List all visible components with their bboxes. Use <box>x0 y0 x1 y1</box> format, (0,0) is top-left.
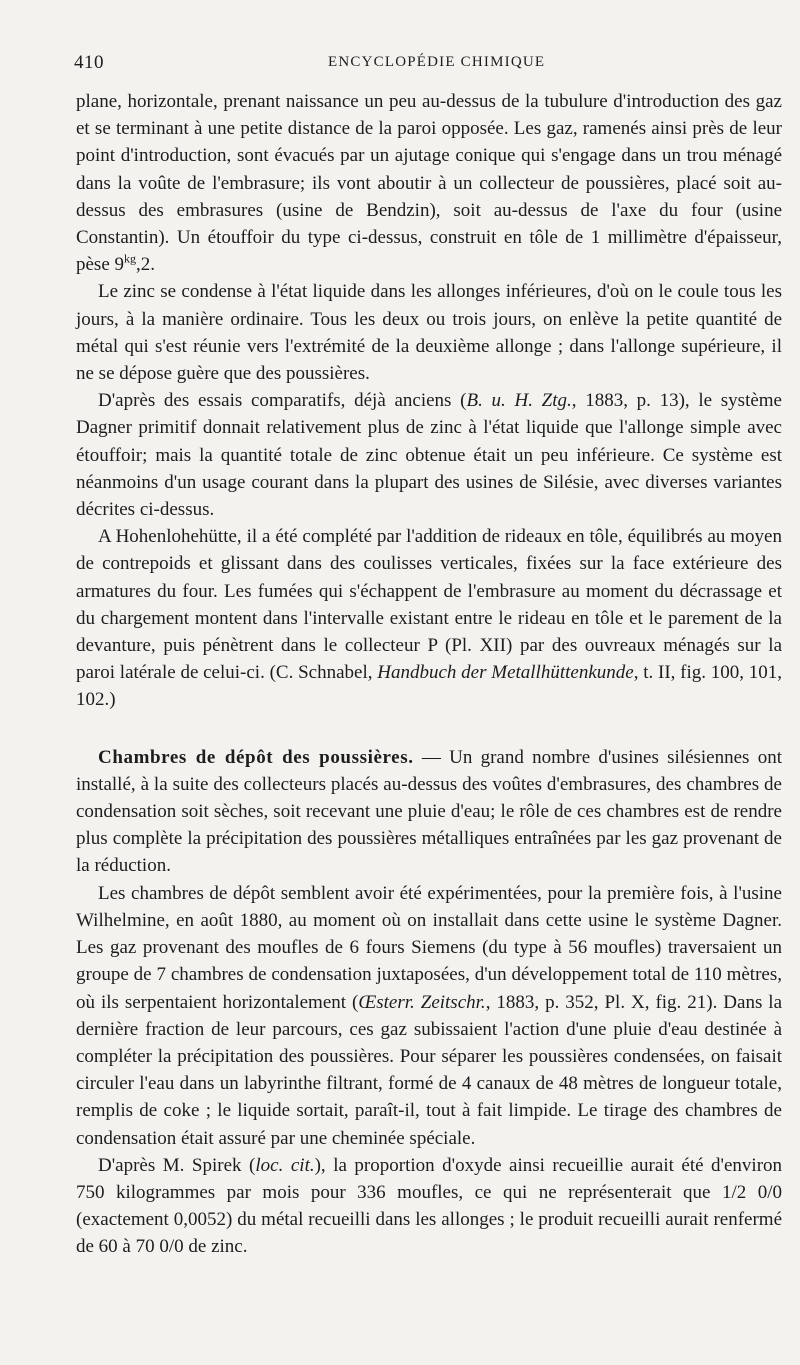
running-title: ENCYCLOPÉDIE CHIMIQUE <box>328 54 546 70</box>
paragraph-4-reference: Handbuch der Metallhüttenkunde <box>377 662 634 684</box>
section-paragraph <box>76 744 782 880</box>
paragraph-1-text: plane, horizontale, prenant naissance un peu au-dessus de la tubulure d'introduction des gaz et se terminant à une petite distance de la paroi opposée. Les gaz, ramenés ainsi près de leur point d'introduction, sont évacués par un ajutage conique qui s'engage dans un trou ménagé dans la voûte de l'embrasure; ils vont aboutir à un collecteur de poussières, placé soit au-dessus des embrasures (usine de Bendzin), soit au-dessus de l'axe du four (usine Constantin). Un étouffoir du type ci-dessus, construit en tôle de 1 millimètre d'épaisseur, pèse 9 <box>76 91 782 276</box>
page-header <box>76 46 782 78</box>
paragraph-3-text-b: , 1883, p. 13), le système Dagner primitif donnait relativement plus de zinc à l'état liquide que l'allonge simple avec étouffoir; mais la quantité totale de zinc obtenue était un peu inférieure. Ce système est néanmoins d'un usage courant dans la plupart des usines de Silésie, avec diverses variantes décrites ci-dessus. <box>76 390 782 521</box>
paragraph-6 <box>76 1152 782 1261</box>
paragraph-2: Le zinc se condense à l'état liquide dans les allonges inférieures, d'où on le coule tous les jours, à la manière ordinaire. Tous les deux ou trois jours, on enlève la petite quantité de métal qui s'est réunie vers l'extrémité de la deuxième allonge ; dans l'allonge supérieure, il ne se dépose guère que des poussières. <box>76 281 782 385</box>
section-text: Un grand nombre d'usines silésiennes ont installé, à la suite des collecteurs placés au-dessus des voûtes d'embrasures, des chambres de condensation soit sèches, soit recevant une pluie d'eau; le rôle de ces chambres est de rendre plus complète la précipitation des poussières métalliques entraînées par les gaz provenant de la réduction. <box>76 746 782 877</box>
paragraph-6-reference: loc. cit. <box>255 1154 315 1176</box>
paragraph-5-reference: Œsterr. Zeitschr. <box>358 991 486 1013</box>
paragraph-3-reference: B. u. H. Ztg. <box>466 390 572 412</box>
paragraph-1 <box>76 88 782 278</box>
paragraph-5-text-b: , 1883, p. 352, Pl. X, fig. 21). Dans la dernière fraction de leur parcours, ces gaz subissaient l'action d'une pluie d'eau destinée à compléter la précipitation des poussières. Pour séparer les poussières condensées, on faisait circuler l'eau dans un labyrinthe filtrant, formé de 4 canaux de 48 mètres de longueur totale, remplis de coke ; le liquide sortait, paraît-il, tout à fait limpide. Le tirage des chambres de condensation était assuré par une cheminée spéciale. <box>76 991 782 1149</box>
paragraph-4-text-a: A Hohenlohehütte, il a été complété par l'addition de rideaux en tôle, équilibrés au moyen de contrepoids et glissant dans des coulisses verticales, fixées sur la face extérieure des armatures du four. Les fumées qui s'échappent de l'embrasure au moment du décrassage et du chargement montent dans l'intervalle existant entre le rideau en tôle et le parement de la devanture, puis pénètrent dans le collecteur P (Pl. XII) par des ouvreaux ménagés sur la paroi latérale de celui-ci. (C. Schnabel, <box>76 526 782 684</box>
paragraph-3-text-a: D'après des essais comparatifs, déjà anciens ( <box>98 390 467 412</box>
paragraph-4-text-b: , t. II, fig. 100, 101, 102.) <box>76 662 783 711</box>
paragraph-6-text-a: D'après M. Spirek ( <box>98 1154 256 1176</box>
paragraph-5-text-a: Les chambres de dépôt semblent avoir été expérimentées, pour la première fois, à l'usine Wilhelmine, en août 1880, au moment où on installait dans cette usine le système Dagner. Les gaz provenant des moufles de 6 fours Siemens (du type à 56 moufles) traversaient un groupe de 7 chambres de condensation juxtaposées, d'un développement total de 110 mètres, où ils serpentaient horizontalement ( <box>76 882 782 1013</box>
paragraph-6-text-b: ), la proportion d'oxyde ainsi recueillie aurait été d'environ 750 kilogrammes par mois pour 336 moufles, ce qui ne représenterait que 1/2 0/0 (exactement 0,0052) du métal recueilli dans les allonges ; le produit recueilli aurait renfermé de 60 à 70 0/0 de zinc. <box>76 1154 783 1258</box>
paragraph-5 <box>76 880 782 1152</box>
paragraph-4 <box>76 523 782 713</box>
section-dash: — <box>413 746 450 768</box>
body-text <box>76 88 782 1261</box>
page-number: 410 <box>74 52 104 73</box>
paragraph-3 <box>76 387 782 523</box>
paragraph-1-end: ,2. <box>136 254 156 276</box>
section-spacer <box>76 714 782 744</box>
section-heading: Chambres de dépôt des poussières. <box>98 746 414 768</box>
unit-superscript: kg <box>124 251 137 266</box>
